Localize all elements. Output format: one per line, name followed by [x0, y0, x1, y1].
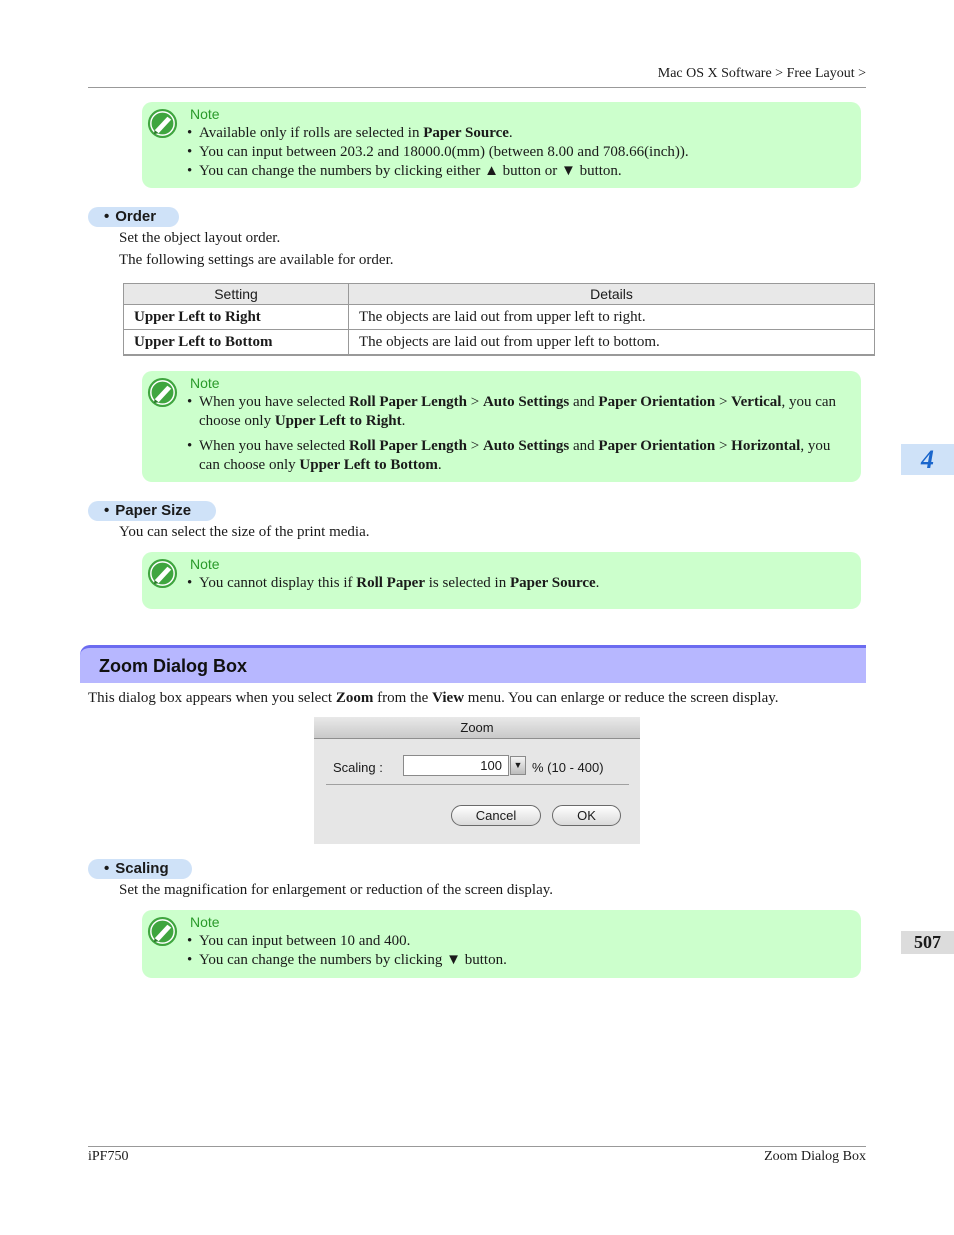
table-header-details: Details [349, 284, 875, 305]
table-cell-setting: Upper Left to Right [124, 305, 349, 330]
note-title: Note [190, 106, 220, 122]
table-cell-details: The objects are laid out from upper left to right. [349, 305, 875, 330]
note-item: • You can change the numbers by clicking ▼ button. [187, 951, 849, 970]
note-pencil-icon [146, 107, 179, 140]
scaling-description: Set the magnification for enlargement or reduction of the screen display. [119, 882, 554, 898]
note-list [187, 393, 849, 475]
order-description-2: The following settings are available for order. [119, 252, 394, 268]
table-cell-setting: Upper Left to Bottom [124, 330, 349, 356]
zoom-intro: This dialog box appears when you select Zoom from the View menu. You can enlarge or reduce the screen display. [88, 690, 779, 706]
table-row [124, 330, 875, 356]
note-title: Note [190, 556, 220, 572]
section-pill-order: • Order [88, 207, 179, 227]
section-heading [80, 645, 866, 683]
note-title: Note [190, 914, 220, 930]
note-pencil-icon [146, 376, 179, 409]
footer-rule [88, 1146, 866, 1147]
note-item: • You can input between 203.2 and 18000.0(mm) (between 8.00 and 708.66(inch)). [187, 143, 849, 162]
header-rule [88, 87, 866, 88]
note-list [187, 932, 849, 970]
note-box [142, 371, 861, 482]
dialog-title: Zoom [314, 717, 640, 739]
note-pencil-icon [146, 557, 179, 590]
note-list [187, 124, 849, 181]
note-box [142, 102, 861, 188]
note-item: • You can input between 10 and 400. [187, 932, 849, 951]
note-item: • When you have selected Roll Paper Length > Auto Settings and Paper Orientation > Horizontal, you can choose only Upper Left to Bottom. [187, 437, 849, 475]
note-item: • Available only if rolls are selected in Paper Source. [187, 124, 849, 143]
table-header-setting: Setting [124, 284, 349, 305]
note-pencil-icon [146, 915, 179, 948]
note-item: • When you have selected Roll Paper Length > Auto Settings and Paper Orientation > Vertical, you can choose only Upper Left to Right. [187, 393, 849, 431]
note-list [187, 574, 849, 593]
table-row [124, 305, 875, 330]
note-box [142, 910, 861, 978]
section-pill-paper-size: • Paper Size [88, 501, 216, 521]
note-item: • You can change the numbers by clicking either ▲ button or ▼ button. [187, 162, 849, 181]
ok-button[interactable]: OK [552, 805, 621, 826]
triangle-down-icon: ▼ [513, 760, 523, 770]
scaling-input[interactable]: 100 [403, 755, 509, 776]
section-heading-title: Zoom Dialog Box [99, 656, 247, 676]
page-number: 507 [901, 931, 954, 954]
breadcrumb: Mac OS X Software > Free Layout > [657, 66, 866, 81]
section-pill-scaling: • Scaling [88, 859, 192, 879]
note-box [142, 552, 861, 609]
footer-section: Zoom Dialog Box [764, 1149, 866, 1164]
scaling-label: Scaling : [333, 760, 383, 775]
paper-size-description: You can select the size of the print media. [119, 524, 370, 540]
note-item: • You cannot display this if Roll Paper is selected in Paper Source. [187, 574, 849, 593]
zoom-dialog [314, 717, 640, 844]
table-header-row [124, 284, 875, 305]
order-description: Set the object layout order. [119, 230, 281, 246]
note-title: Note [190, 375, 220, 391]
footer-model: iPF750 [88, 1149, 129, 1164]
scaling-range: % (10 - 400) [532, 760, 604, 775]
chapter-tab[interactable]: 4 [901, 444, 954, 475]
dialog-separator [326, 784, 629, 785]
cancel-button[interactable]: Cancel [451, 805, 541, 826]
table-cell-details: The objects are laid out from upper left to bottom. [349, 330, 875, 356]
order-settings-table [123, 283, 875, 356]
scaling-stepper[interactable] [510, 756, 526, 775]
